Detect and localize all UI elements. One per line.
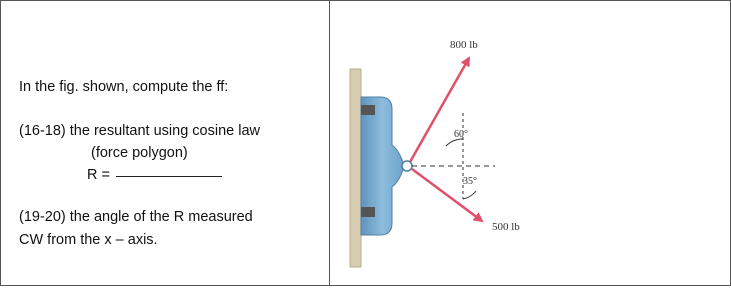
part1-line2: (force polygon) xyxy=(91,145,188,161)
answer-blank xyxy=(116,175,222,177)
angle-arc-top xyxy=(446,139,463,146)
force-top-label: 800 lb xyxy=(450,39,478,51)
wall xyxy=(350,69,361,267)
angle-top-label: 60° xyxy=(454,129,468,140)
part2-line1: (19-20) the angle of the R measured xyxy=(19,209,253,225)
angle-bottom-label: 35° xyxy=(463,176,477,187)
angle-arc-bottom xyxy=(463,191,476,199)
pin-icon xyxy=(402,161,412,171)
part2-line2: CW from the x – axis. xyxy=(19,232,158,248)
force-bottom-label: 500 lb xyxy=(492,221,520,233)
answer-r-row xyxy=(87,167,222,183)
part1-line1: (16-18) the resultant using cosine law xyxy=(19,123,260,139)
bolt-top-icon xyxy=(361,105,375,115)
intro-text: In the fig. shown, compute the ff: xyxy=(19,79,229,95)
r-label: R = xyxy=(87,167,110,183)
problem-text-cell xyxy=(1,1,330,285)
bolt-bottom-icon xyxy=(361,207,375,217)
force-diagram xyxy=(330,1,730,285)
figure-cell xyxy=(330,1,730,285)
force-800lb-arrow xyxy=(410,58,469,162)
